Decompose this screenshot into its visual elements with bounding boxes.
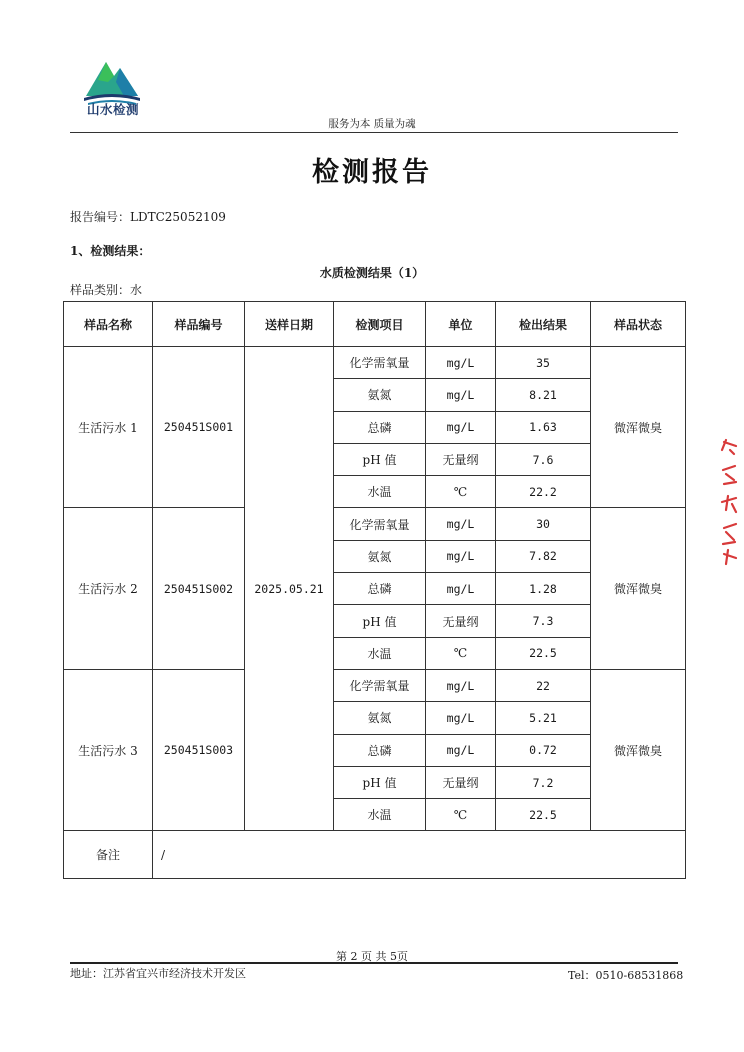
unit: 无量纲: [426, 766, 496, 798]
test-item: 氨氮: [334, 540, 426, 572]
table-title: 水质检测结果（1）: [319, 266, 425, 280]
unit: ℃: [426, 476, 496, 508]
unit: mg/L: [426, 702, 496, 734]
sampling-date: 2025.05.21: [245, 347, 334, 831]
unit: 无量纲: [426, 605, 496, 637]
test-item: 水温: [334, 799, 426, 831]
results-table: [63, 301, 686, 879]
slogan: 服务为本 质量为魂: [328, 118, 416, 130]
header-result: 检出结果: [496, 302, 591, 347]
remark-value: /: [153, 831, 686, 879]
header-sample-name: 样品名称: [64, 302, 153, 347]
sample-code: 250451S002: [153, 508, 245, 669]
sample-category: [70, 281, 142, 298]
remark-label: 备注: [64, 831, 153, 879]
footer-address: 地址：江苏省宜兴市经济技术开发区: [70, 967, 246, 980]
result: 1.28: [496, 573, 591, 605]
result: 22.5: [496, 637, 591, 669]
result: 35: [496, 347, 591, 379]
unit: mg/L: [426, 540, 496, 572]
table-row: [64, 347, 686, 379]
sample-category-value: 水: [130, 283, 143, 297]
header-unit: 单位: [426, 302, 496, 347]
result: 22.2: [496, 476, 591, 508]
result: 8.21: [496, 379, 591, 411]
unit: mg/L: [426, 411, 496, 443]
sample-name: 生活污水 3: [64, 669, 153, 830]
result: 7.3: [496, 605, 591, 637]
logo-text: 山水检测: [86, 102, 139, 117]
test-item: 氨氮: [334, 702, 426, 734]
unit: mg/L: [426, 347, 496, 379]
sample-name: 生活污水 2: [64, 508, 153, 669]
seal-stamp-icon: [718, 436, 740, 566]
report-number: [70, 208, 226, 225]
test-item: 化学需氧量: [334, 347, 426, 379]
report-number-value: LDTC25052109: [130, 210, 226, 224]
header-divider: [70, 132, 678, 133]
result: 0.72: [496, 734, 591, 766]
unit: mg/L: [426, 669, 496, 701]
header-sample-code: 样品编号: [153, 302, 245, 347]
section-heading: 1、检测结果：: [70, 244, 151, 258]
unit: mg/L: [426, 573, 496, 605]
sample-category-label: 样品类别：: [70, 283, 131, 297]
test-item: pH 值: [334, 766, 426, 798]
test-item: 水温: [334, 637, 426, 669]
remark-row: [64, 831, 686, 879]
footer-tel: Tel：0510-68531868: [568, 969, 684, 982]
result: 22: [496, 669, 591, 701]
report-number-label: 报告编号：: [70, 210, 131, 224]
result: 7.82: [496, 540, 591, 572]
test-item: 水温: [334, 476, 426, 508]
result: 7.2: [496, 766, 591, 798]
sample-code: 250451S003: [153, 669, 245, 830]
unit: 无量纲: [426, 443, 496, 475]
test-item: 总磷: [334, 411, 426, 443]
sample-status: 微浑微臭: [591, 347, 686, 508]
sample-name: 生活污水 1: [64, 347, 153, 508]
unit: ℃: [426, 799, 496, 831]
sample-code: 250451S001: [153, 347, 245, 508]
test-item: 氨氮: [334, 379, 426, 411]
result: 22.5: [496, 799, 591, 831]
test-item: 总磷: [334, 573, 426, 605]
test-item: 化学需氧量: [334, 669, 426, 701]
result: 7.6: [496, 443, 591, 475]
header-test-item: 检测项目: [334, 302, 426, 347]
result: 1.63: [496, 411, 591, 443]
footer-divider: [70, 962, 678, 964]
result: 30: [496, 508, 591, 540]
test-item: pH 值: [334, 443, 426, 475]
table-row: [64, 508, 686, 540]
sample-status: 微浑微臭: [591, 669, 686, 830]
header-sample-status: 样品状态: [591, 302, 686, 347]
page-indicator: 第 2 页 共 5页: [336, 950, 408, 963]
test-item: 化学需氧量: [334, 508, 426, 540]
header-sampling-date: 送样日期: [245, 302, 334, 347]
unit: ℃: [426, 637, 496, 669]
sample-status: 微浑微臭: [591, 508, 686, 669]
test-item: 总磷: [334, 734, 426, 766]
unit: mg/L: [426, 734, 496, 766]
test-item: pH 值: [334, 605, 426, 637]
result: 5.21: [496, 702, 591, 734]
table-header-row: [64, 302, 686, 347]
table-row: [64, 669, 686, 701]
unit: mg/L: [426, 508, 496, 540]
page-title: 检测报告: [312, 157, 432, 188]
unit: mg/L: [426, 379, 496, 411]
